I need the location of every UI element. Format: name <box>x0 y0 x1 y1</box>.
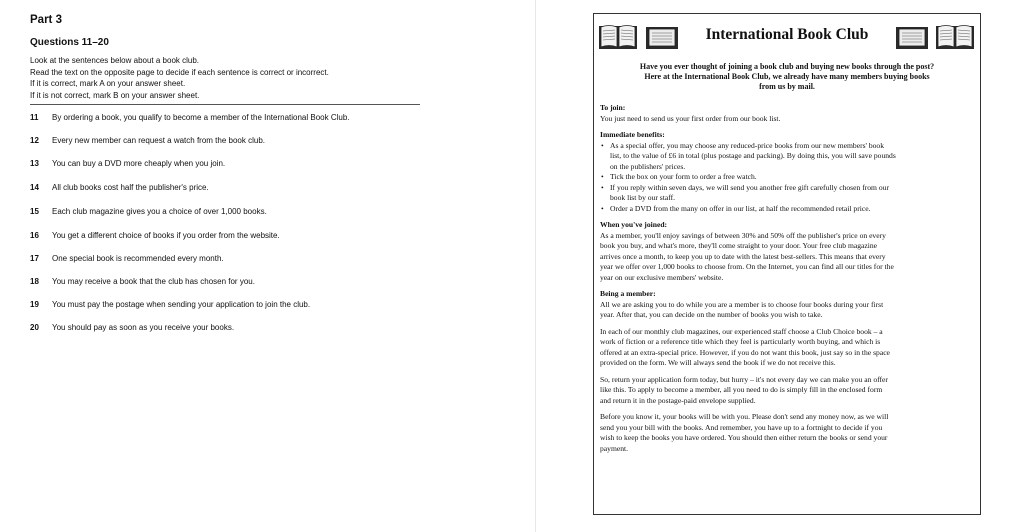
question-text: Each club magazine gives you a choice of over 1,000 books. <box>52 207 267 216</box>
body-line: In each of our monthly club magazines, our experienced staff choose a Club Choice book – a <box>600 326 883 336</box>
part-title: Part 3 <box>30 14 62 26</box>
body-line: list, to the value of £6 in total (plus postage and packing). By doing this, you will save pounds <box>610 151 896 160</box>
question-number: 13 <box>30 159 39 168</box>
advert-body <box>600 103 980 454</box>
question-item <box>30 159 225 168</box>
body-line: Before you know it, your books will be with you. Please don't send any money now, as we will <box>600 412 889 421</box>
body-line: like this. To apply to become a member, all you need to do is simply fill in the enclosed form <box>600 385 883 394</box>
body-line: year on our exclusive members' website. <box>600 272 724 282</box>
body-line: work of fiction or a reference title which they feel is particularly worth buying, and which is <box>600 337 881 346</box>
question-number: 15 <box>30 207 39 216</box>
question-text: You can buy a DVD more cheaply when you join. <box>52 159 226 168</box>
body-line: book list by our staff. <box>610 193 676 202</box>
body-line: on the publishers' prices. <box>610 161 686 171</box>
question-item <box>30 323 234 332</box>
question-text: You should pay as soon as you receive your books. <box>52 323 235 332</box>
benefit-bullet <box>600 172 980 183</box>
body-line: If you reply within seven days, we will send you another free gift carefully chosen from our <box>610 182 889 192</box>
body-line: send you your bill with the books. And remember, you have up to a fortnight to decide if you <box>600 422 883 432</box>
body-line: offered at an extra-special price. However, if you do not want this book, just say so in the space <box>600 347 890 357</box>
body-line: Order a DVD from the many on offer in our list, at half the recommended retail price. <box>610 203 871 213</box>
intro-line: Have you ever thought of joining a book club and buying new books through the post? <box>639 62 935 71</box>
body-line: As a special offer, you may choose any reduced-price books from our new members' book <box>610 140 885 150</box>
benefit-bullet <box>600 183 980 204</box>
bullet-icon: • <box>601 172 604 181</box>
question-item <box>30 300 310 309</box>
question-number: 18 <box>30 277 39 286</box>
benefit-bullet <box>600 141 980 173</box>
question-text: One special book is recommended every month. <box>52 254 224 263</box>
question-number: 16 <box>30 231 39 240</box>
instructions <box>30 55 430 101</box>
question-item <box>30 231 280 240</box>
instruction-line: Read the text on the opposite page to decide if each sentence is correct or incorrect. <box>30 67 329 77</box>
question-text: You get a different choice of books if you order from the website. <box>52 231 280 240</box>
closed-book-icon <box>894 22 930 50</box>
section-heading-benefits: Immediate benefits: <box>600 130 665 139</box>
body-line: You just need to send us your first order from our book list. <box>600 113 781 123</box>
question-text: You must pay the postage when sending your application to join the club. <box>52 300 311 309</box>
body-line: arrives once a month, to keep you up to date with the latest best-sellers. This means that every <box>600 251 886 261</box>
question-number: 14 <box>30 183 39 192</box>
question-item <box>30 183 209 192</box>
question-number: 20 <box>30 323 39 332</box>
instruction-line: Look at the sentences below about a book club. <box>30 56 200 65</box>
body-line: As a member, you'll enjoy savings of between 30% and 50% off the publisher's price on every <box>600 230 886 240</box>
body-line: provided on the form. We will always send the book if we do not receive this. <box>600 358 836 367</box>
intro-line: Here at the International Book Club, we already have many members buying books <box>644 72 930 81</box>
question-item <box>30 207 267 216</box>
questions-heading: Questions 11–20 <box>30 37 109 48</box>
instruction-line: If it is correct, mark A on your answer sheet. <box>30 79 186 88</box>
body-line: payment. <box>600 443 629 453</box>
instruction-line: If it is not correct, mark B on your answer sheet. <box>30 90 200 100</box>
body-line: Tick the box on your form to order a free watch. <box>610 172 757 181</box>
body-line: book you buy, and what's more, they'll come straight to your door. Your free club magazine <box>600 241 878 250</box>
question-item <box>30 136 265 145</box>
intro-line: from us by mail. <box>759 82 815 91</box>
bullet-icon: • <box>601 203 604 213</box>
intro-text <box>614 62 960 92</box>
club-title: International Book Club <box>705 26 869 43</box>
body-line: All we are asking you to do while you are a member is to choose four books during your first <box>600 299 884 309</box>
question-item <box>30 277 255 286</box>
body-line: year we offer over 1,000 books to choose from. On the Internet, you can find all our titles for the <box>600 262 894 271</box>
body-line: year. After that, you can decide on the number of books you wish to take. <box>600 310 823 319</box>
question-text: You may receive a book that the club has chosen for you. <box>52 277 255 286</box>
open-book-icon <box>935 22 975 50</box>
body-line: and return it in the postage-paid envelope supplied. <box>600 395 756 405</box>
question-number: 19 <box>30 300 39 309</box>
question-text: Every new member can request a watch from the book club. <box>52 136 265 145</box>
body-line: So, return your application form today, but hurry – it's not every day we can make you an offer <box>600 374 888 384</box>
section-heading-joined: When you've joined: <box>600 220 668 229</box>
divider-rule <box>30 104 420 105</box>
body-line: wish to keep the books you have ordered. You should then either return the books or send your <box>600 433 888 442</box>
question-number: 17 <box>30 254 39 263</box>
question-item <box>30 254 224 263</box>
bullet-icon: • <box>601 182 604 192</box>
question-text: All club books cost half the publisher's price. <box>52 183 209 192</box>
bullet-icon: • <box>601 140 604 150</box>
right-page <box>536 0 1024 532</box>
section-heading-member: Being a member: <box>600 289 656 298</box>
question-item <box>30 113 350 122</box>
section-heading-to-join: To join: <box>600 103 626 112</box>
benefit-bullet <box>600 204 980 215</box>
advert-box <box>593 13 981 515</box>
question-text: By ordering a book, you qualify to become a member of the International Book Club. <box>52 113 350 122</box>
question-number: 12 <box>30 136 39 145</box>
question-number: 11 <box>30 113 39 122</box>
